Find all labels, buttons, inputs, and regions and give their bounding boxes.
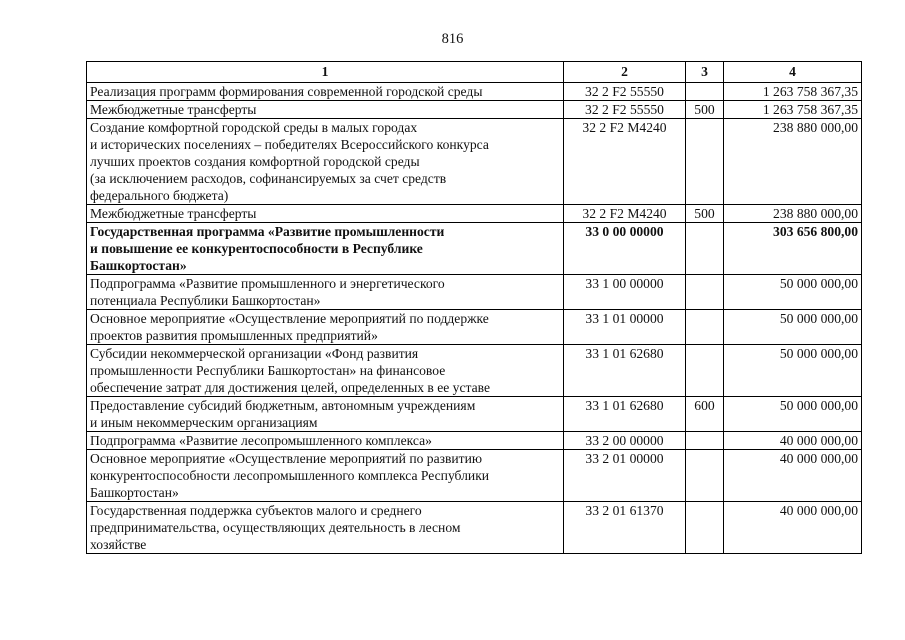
row-name-line: Межбюджетные трансферты [90, 102, 257, 117]
row-expense-type-cell [686, 119, 724, 205]
row-amount-cell: 238 880 000,00 [724, 119, 862, 205]
row-name-cell [87, 450, 564, 502]
row-name-cell [87, 119, 564, 205]
row-amount-cell: 40 000 000,00 [724, 432, 862, 450]
row-name-line: федерального бюджета) [90, 188, 229, 203]
row-amount-cell: 1 263 758 367,35 [724, 101, 862, 119]
header-cell-3: 3 [686, 62, 724, 83]
table-row [87, 275, 862, 310]
row-code-cell: 33 1 01 00000 [564, 310, 686, 345]
row-name-line: Межбюджетные трансферты [90, 206, 257, 221]
page-number: 816 [441, 31, 464, 47]
row-name-line: потенциала Республики Башкортостан» [90, 293, 321, 308]
header-cell-1: 1 [87, 62, 564, 83]
table-row [87, 205, 862, 223]
row-amount-cell: 50 000 000,00 [724, 275, 862, 310]
row-name-cell [87, 101, 564, 119]
row-expense-type-cell: 500 [686, 205, 724, 223]
row-expense-type-cell [686, 223, 724, 275]
row-code-cell: 33 2 01 61370 [564, 502, 686, 554]
row-expense-type-cell [686, 502, 724, 554]
row-code-cell: 33 0 00 00000 [564, 223, 686, 275]
row-code-cell: 33 2 01 00000 [564, 450, 686, 502]
row-code-cell: 33 1 00 00000 [564, 275, 686, 310]
row-code-cell: 33 2 00 00000 [564, 432, 686, 450]
row-amount-cell: 50 000 000,00 [724, 397, 862, 432]
row-name-cell [87, 397, 564, 432]
table-row [87, 502, 862, 554]
row-name-line: промышленности Республики Башкортостан» на финансовое [90, 363, 446, 378]
row-name-line: (за исключением расходов, софинансируемых за счет средств [90, 171, 447, 186]
header-cell-4: 4 [724, 62, 862, 83]
table-body [87, 83, 862, 554]
row-name-line: хозяйстве [90, 537, 147, 552]
row-name-cell [87, 275, 564, 310]
row-name-line: и исторических поселениях – победителях Всероссийского конкурса [90, 137, 489, 152]
row-name-cell [87, 223, 564, 275]
row-name-line: Субсидии некоммерческой организации «Фонд развития [90, 346, 419, 361]
table-row [87, 397, 862, 432]
row-expense-type-cell [686, 310, 724, 345]
row-name-line: Основное мероприятие «Осуществление мероприятий по поддержке [90, 311, 489, 326]
row-name-cell [87, 83, 564, 101]
table-row [87, 83, 862, 101]
row-code-cell: 32 2 F2 M4240 [564, 205, 686, 223]
table-row [87, 310, 862, 345]
table-row [87, 345, 862, 397]
row-name-line: Башкортостан» [90, 485, 179, 500]
table-row [87, 450, 862, 502]
row-code-cell: 32 2 F2 M4240 [564, 119, 686, 205]
row-name-cell [87, 310, 564, 345]
row-amount-cell: 303 656 800,00 [724, 223, 862, 275]
row-name-line: Реализация программ формирования современной городской среды [90, 84, 483, 99]
row-name-line: и иным некоммерческим организациям [90, 415, 318, 430]
row-name-cell [87, 502, 564, 554]
row-name-line: Создание комфортной городской среды в малых городах [90, 120, 418, 135]
row-expense-type-cell: 500 [686, 101, 724, 119]
table-row [87, 119, 862, 205]
header-row [87, 62, 862, 83]
row-amount-cell: 50 000 000,00 [724, 310, 862, 345]
row-name-line: Государственная программа «Развитие промышленности [90, 224, 445, 239]
row-name-line: Подпрограмма «Развитие лесопромышленного комплекса» [90, 433, 432, 448]
row-expense-type-cell [686, 432, 724, 450]
row-name-cell [87, 432, 564, 450]
row-name-cell [87, 345, 564, 397]
row-expense-type-cell: 600 [686, 397, 724, 432]
row-name-line: Башкортостан» [90, 258, 187, 273]
row-expense-type-cell [686, 450, 724, 502]
row-amount-cell: 50 000 000,00 [724, 345, 862, 397]
row-amount-cell: 40 000 000,00 [724, 450, 862, 502]
row-expense-type-cell [686, 275, 724, 310]
row-amount-cell: 238 880 000,00 [724, 205, 862, 223]
row-name-line: и повышение ее конкурентоспособности в Республике [90, 241, 423, 256]
table-row [87, 101, 862, 119]
row-code-cell: 33 1 01 62680 [564, 345, 686, 397]
budget-table [86, 61, 862, 554]
row-name-line: предпринимательства, осуществляющих деятельность в лесном [90, 520, 461, 535]
row-name-line: конкурентоспособности лесопромышленного комплекса Республики [90, 468, 490, 483]
row-amount-cell: 40 000 000,00 [724, 502, 862, 554]
row-expense-type-cell [686, 83, 724, 101]
row-name-line: Подпрограмма «Развитие промышленного и энергетического [90, 276, 445, 291]
row-code-cell: 33 1 01 62680 [564, 397, 686, 432]
row-expense-type-cell [686, 345, 724, 397]
row-code-cell: 32 2 F2 55550 [564, 101, 686, 119]
row-amount-cell: 1 263 758 367,35 [724, 83, 862, 101]
row-name-line: Предоставление субсидий бюджетным, автономным учреждениям [90, 398, 476, 413]
row-code-cell: 32 2 F2 55550 [564, 83, 686, 101]
header-cell-2: 2 [564, 62, 686, 83]
row-name-line: Основное мероприятие «Осуществление мероприятий по развитию [90, 451, 483, 466]
table-row [87, 223, 862, 275]
row-name-line: Государственная поддержка субъектов малого и среднего [90, 503, 422, 518]
row-name-line: обеспечение затрат для достижения целей, определенных в ее уставе [90, 380, 491, 395]
row-name-line: проектов развития промышленных предприятий» [90, 328, 378, 343]
row-name-line: лучших проектов создания комфортной городской среды [90, 154, 420, 169]
table-row [87, 432, 862, 450]
row-name-cell [87, 205, 564, 223]
